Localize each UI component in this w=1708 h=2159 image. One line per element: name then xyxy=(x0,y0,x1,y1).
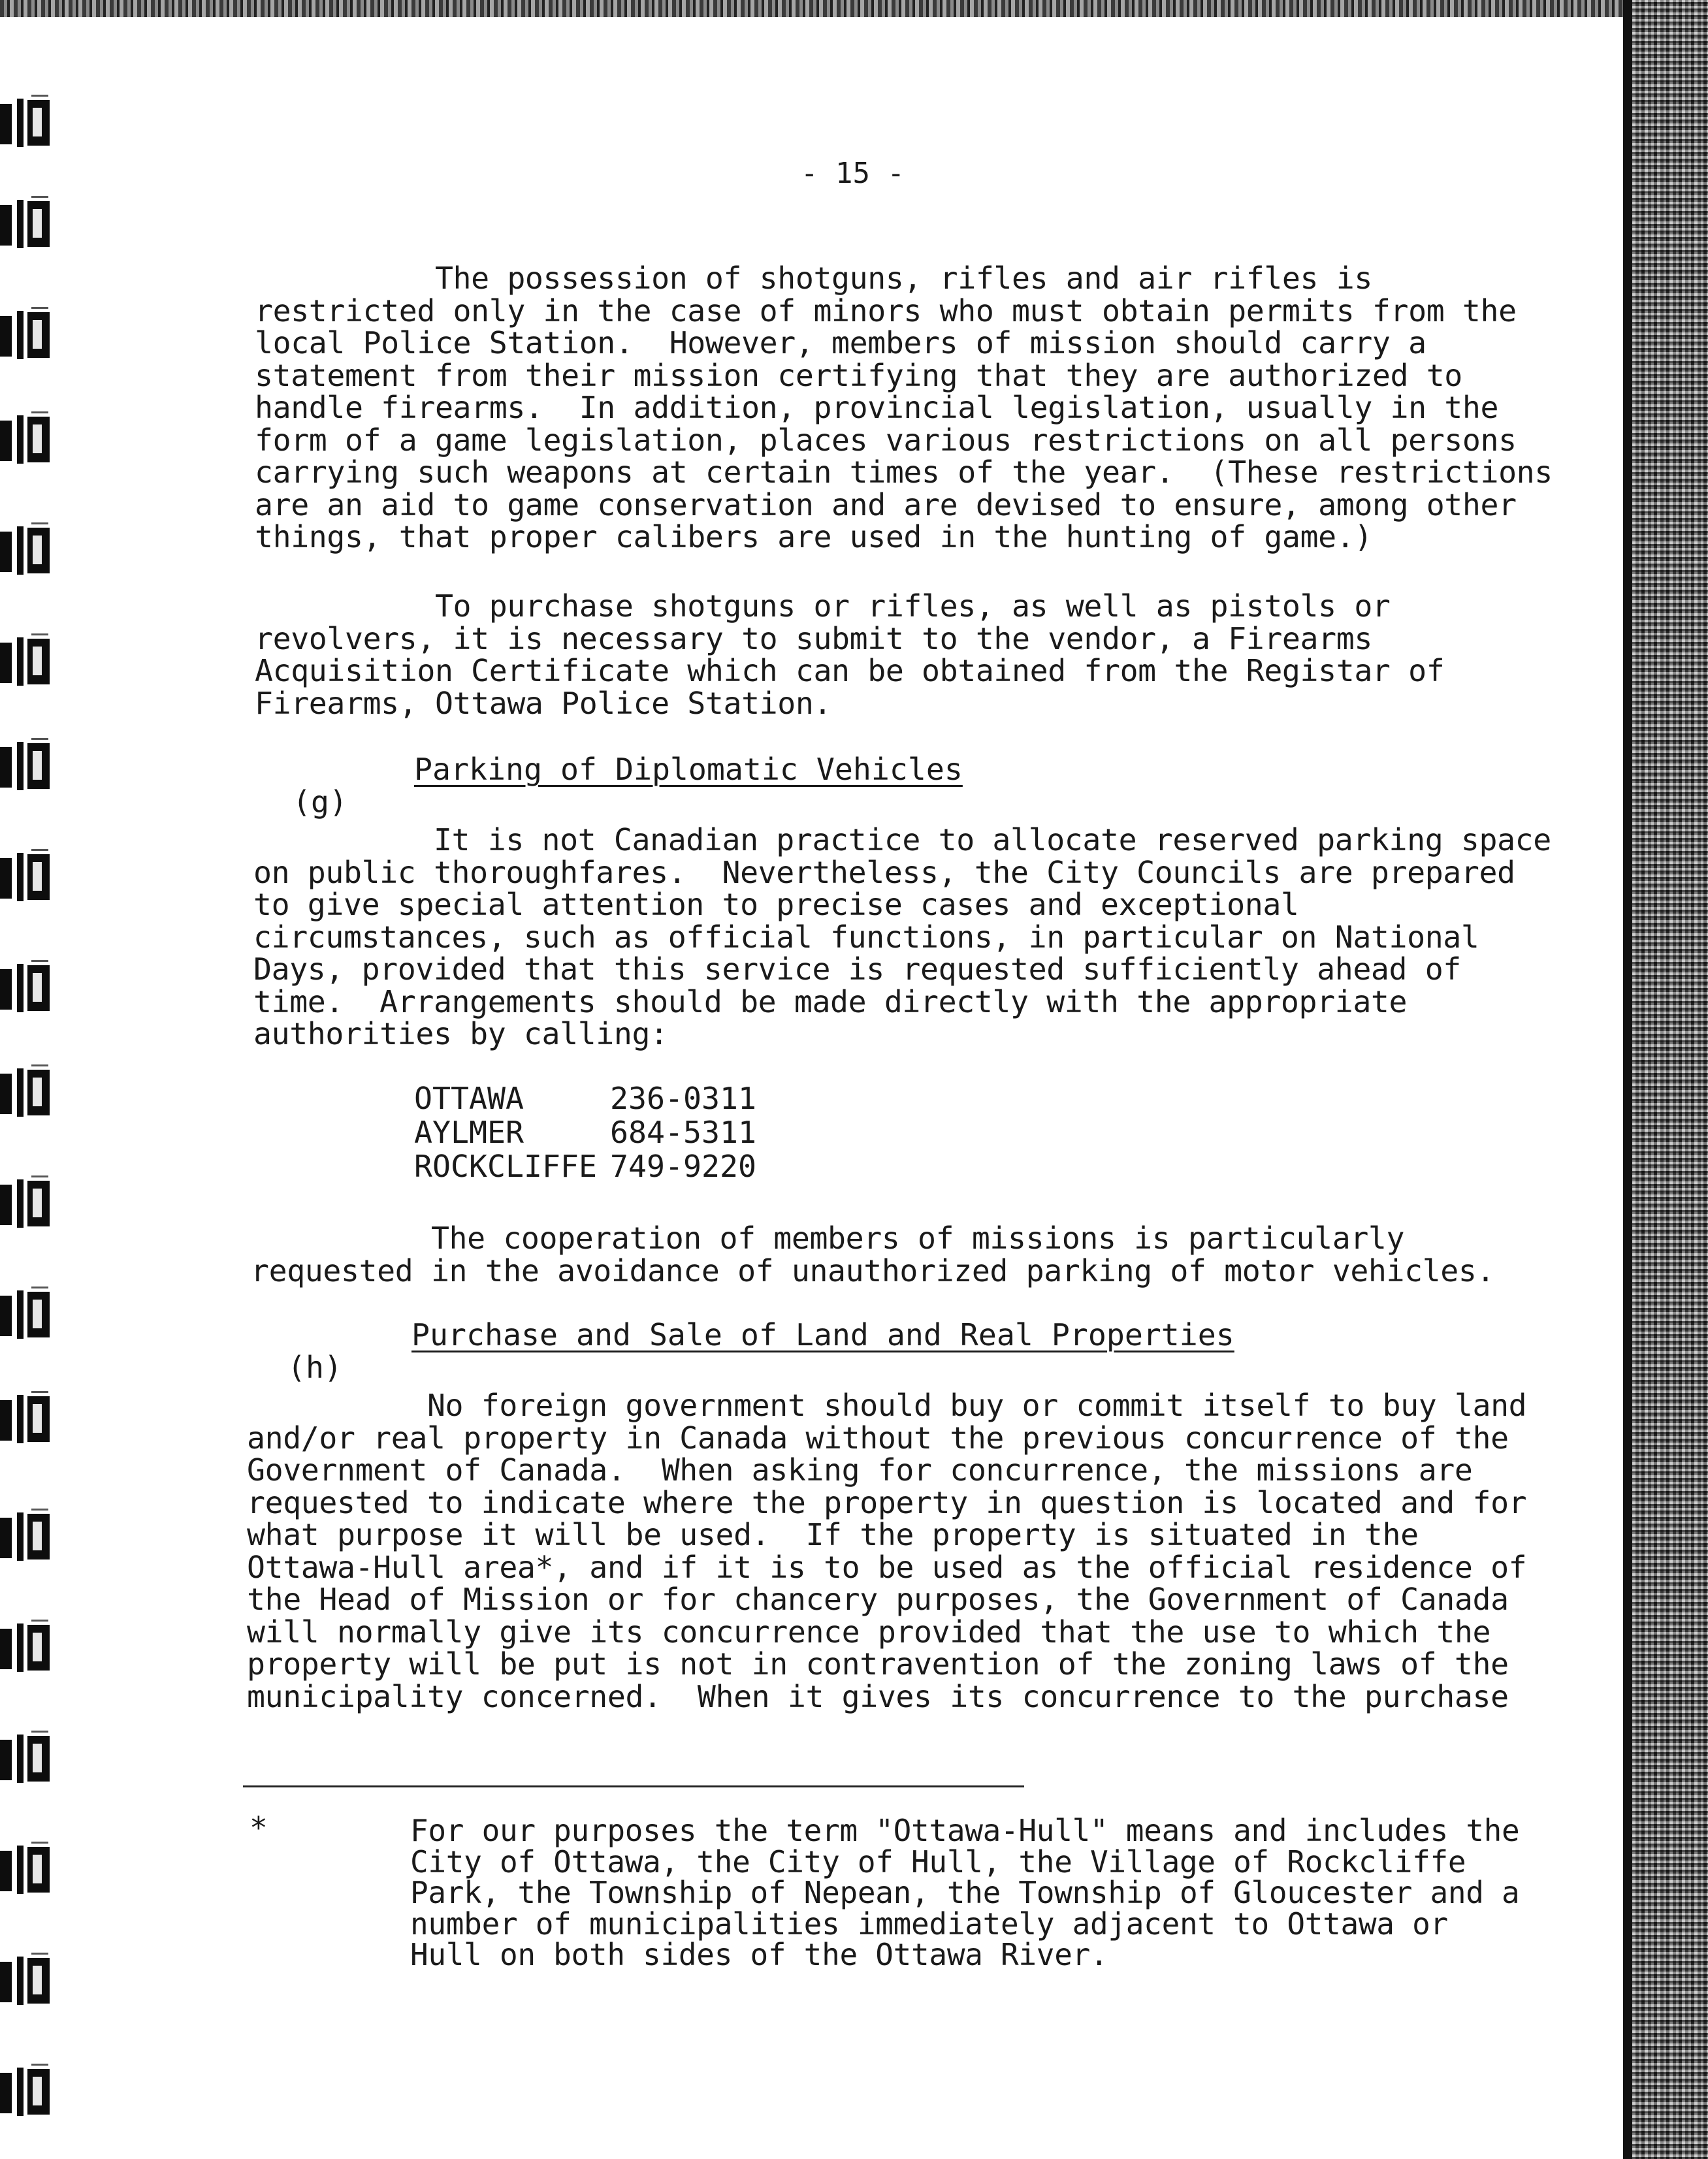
footnote-rule xyxy=(243,1785,1024,1787)
phone-row xyxy=(414,1149,756,1183)
phone-row xyxy=(414,1115,756,1149)
section-title-land: Purchase and Sale of Land and Real Properties xyxy=(411,1317,1234,1352)
scan-top-edge xyxy=(0,0,1708,17)
binding-ring xyxy=(0,1175,51,1230)
binding-ring xyxy=(0,411,51,466)
footnote-text: For our purposes the term "Ottawa-Hull" means and includes the City of Ottawa, the City of Hull, the Village of Rockcliffe Park, the Township of Nepean, the Township of Gloucester and a number of municipalities immediately adjacent to Ottawa or Hull on both sides of the Ottawa River. xyxy=(410,1813,1520,1972)
binding-ring xyxy=(0,1287,51,1341)
binding-ring xyxy=(0,1731,51,1785)
phone-list xyxy=(414,1081,756,1183)
section-letter-h: (h) xyxy=(287,1349,342,1385)
binding-ring xyxy=(0,2064,51,2119)
binding-ring xyxy=(0,522,51,577)
binding-ring xyxy=(0,1620,51,1674)
paragraph-firearms-purchase: To purchase shotguns or rifles, as well as pistols or revolvers, it is necessary to submit to the vendor, a Firearms Acquisition Certificate which can be obtained from the Registar of Firearms, Ottawa Police Station. xyxy=(255,588,1445,721)
binding-ring xyxy=(0,1953,51,2007)
paragraph-parking-cooperation: The cooperation of members of missions is particularly requested in the avoidance of unauthorized parking of motor vehicles. xyxy=(251,1221,1495,1288)
binding-ring xyxy=(0,95,51,150)
phone-number: 236-0311 xyxy=(610,1081,756,1116)
section-letter-g: (g) xyxy=(293,784,347,820)
binding-ring xyxy=(0,1509,51,1563)
phone-city: OTTAWA xyxy=(414,1081,524,1116)
binding-ring xyxy=(0,196,51,251)
phone-number: 749-9220 xyxy=(610,1149,756,1184)
binding-ring xyxy=(0,849,51,904)
phone-row xyxy=(414,1081,756,1115)
phone-city: AYLMER xyxy=(414,1115,524,1150)
footnote-marker: * xyxy=(250,1810,268,1846)
section-title-parking: Parking of Diplomatic Vehicles xyxy=(414,752,963,787)
paragraph-land-purchase: No foreign government should buy or commit itself to buy land and/or real property in Canada without the previous concurrence of the Government of Canada. When asking for concurrence, the missions are requested to indicate where the property in question is located and for what purpose it will be used. If the property is situated in the Ottawa-Hull area*, and if it is to be used as the official residence of the Head of Mission or for chancery purposes, the Government of Canada will normally give its concurrence provided that the use to which the property will be put is not in contravention of the zoning laws of the municipality concerned. When it gives its concurrence to the purchase xyxy=(247,1388,1527,1714)
binding-ring xyxy=(0,307,51,362)
page-number: - 15 - xyxy=(801,157,905,190)
binding-ring xyxy=(0,1391,51,1446)
binding-ring xyxy=(0,633,51,688)
scan-right-edge xyxy=(1623,0,1708,2159)
binding-ring xyxy=(0,1064,51,1119)
binding-ring xyxy=(0,738,51,793)
spiral-binding xyxy=(0,0,59,2159)
binding-ring xyxy=(0,1842,51,1896)
phone-number: 684-5311 xyxy=(610,1115,756,1150)
paragraph-firearms-possession: The possession of shotguns, rifles and air rifles is restricted only in the case of minors who must obtain permits from the local Police Station. However, members of mission should carry a statement from their mission certifying that they are authorized to handle firearms. In addition, provincial legislation, usually in the form of a game legislation, places various restrictions on all persons carrying such weapons at certain times of the year. (These restrictions are an aid to game conservation and are devised to ensure, among other things, that proper calibers are used in the hunting of game.) xyxy=(255,261,1553,554)
binding-ring xyxy=(0,960,51,1015)
phone-city: ROCKCLIFFE xyxy=(414,1149,597,1184)
paragraph-parking: It is not Canadian practice to allocate reserved parking space on public thoroughfares. Nevertheless, the City Councils are prepared to give special attention to precise cases and exceptional circumstances, such as official functions, in particular on National Days, provided that this service is requested sufficiently ahead of time. Arrangements should be made directly with the appropriate authorities by calling: xyxy=(253,822,1551,1051)
